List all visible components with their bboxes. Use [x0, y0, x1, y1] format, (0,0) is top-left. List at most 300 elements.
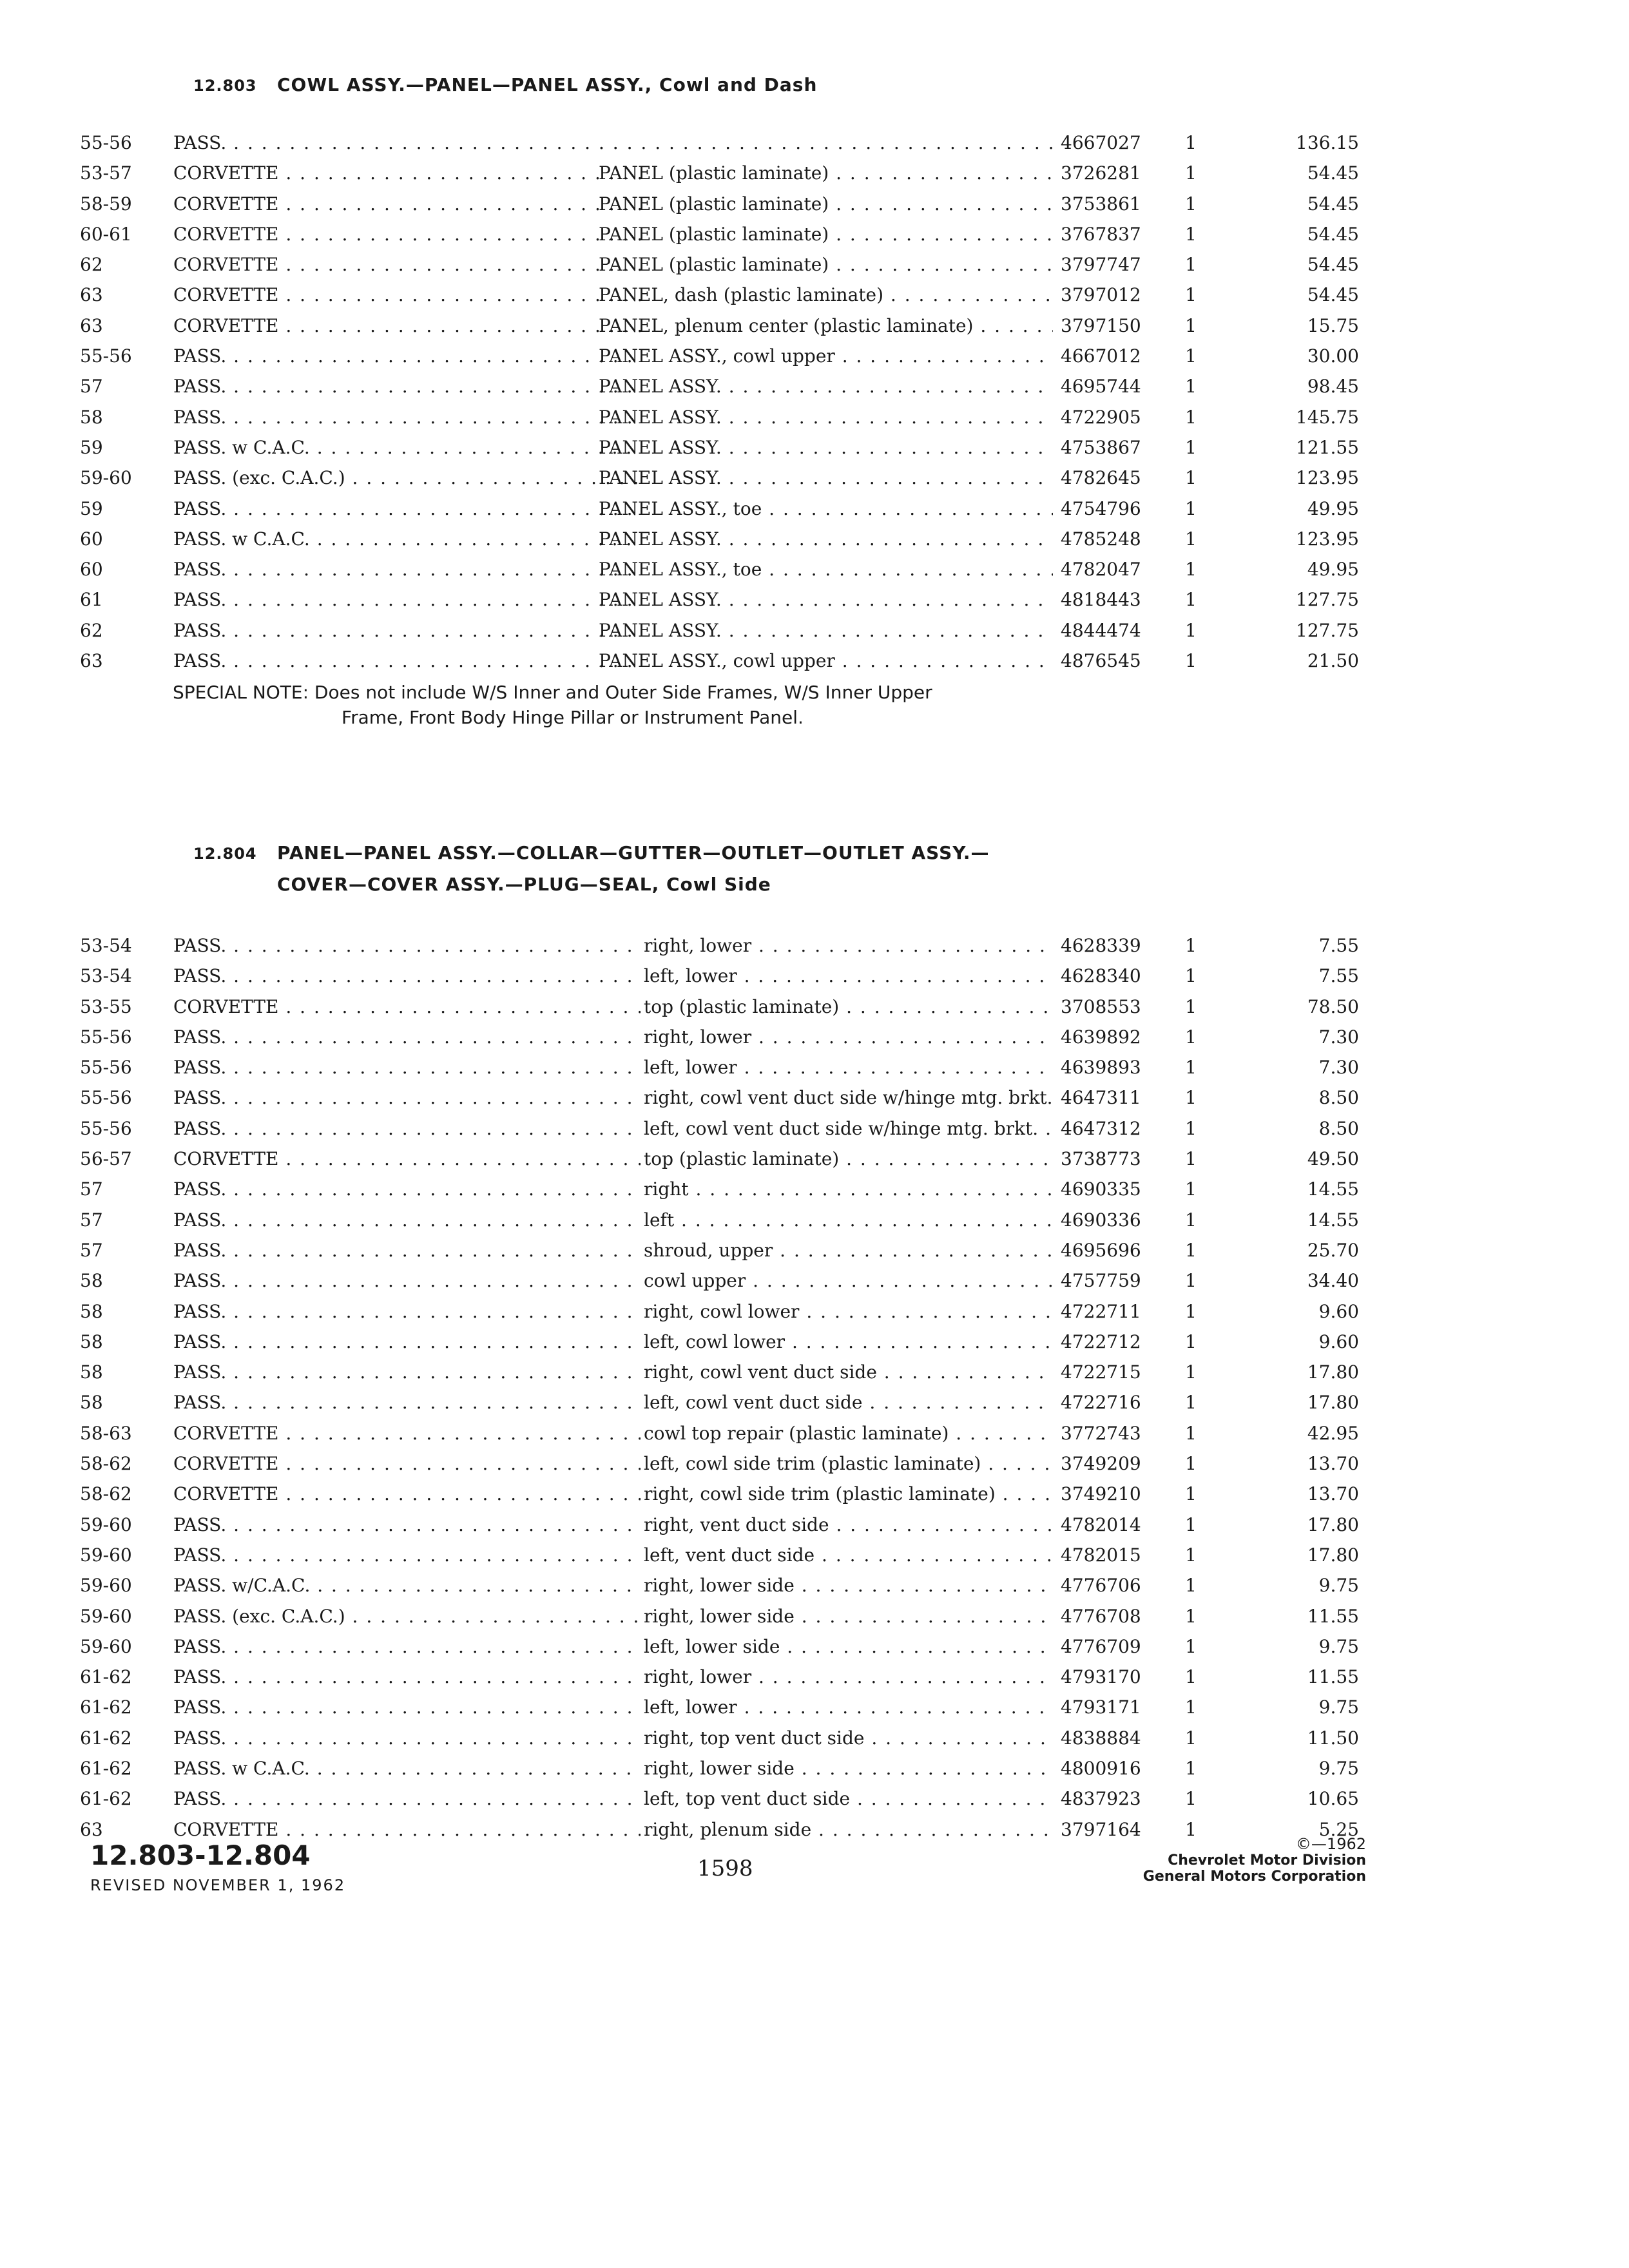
part-number-cell: 4639892: [1061, 1026, 1141, 1048]
part-number-cell: 4695696: [1061, 1239, 1141, 1261]
model-cell: CORVETTE . . .: [173, 311, 641, 341]
part-number-cell: 4722715: [1061, 1361, 1141, 1383]
description-cell: PANEL ASSY., toe . . .: [599, 554, 1053, 584]
description-cell: right, plenum side . . .: [644, 1814, 1053, 1845]
part-number-cell: 4628339: [1061, 935, 1141, 956]
year-cell: 57: [80, 1239, 103, 1261]
table-row: [80, 1418, 1359, 1448]
description-cell: left, top vent duct side . . .: [644, 1783, 1053, 1814]
year-cell: 58-62: [80, 1453, 132, 1475]
corporation-name: General Motors Corporation: [1142, 1869, 1366, 1885]
part-number-cell: 4793171: [1061, 1696, 1141, 1718]
year-cell: 63: [80, 1818, 103, 1840]
part-number-cell: 4782015: [1061, 1544, 1141, 1566]
table-row: [80, 432, 1359, 463]
model-cell: CORVETTE . . .: [173, 219, 641, 249]
quantity-cell: 1: [1185, 1148, 1197, 1170]
part-number-cell: 4667012: [1061, 345, 1141, 367]
part-number-cell: 3772743: [1061, 1422, 1141, 1444]
quantity-cell: 1: [1185, 1818, 1197, 1840]
quantity-cell: 1: [1185, 1483, 1197, 1505]
year-cell: 59-60: [80, 467, 132, 489]
table-row: [80, 219, 1359, 249]
table-row: [80, 554, 1359, 584]
quantity-cell: 1: [1185, 589, 1197, 611]
section-header-12-804: [193, 838, 990, 900]
quantity-cell: 1: [1185, 995, 1197, 1017]
year-cell: 55-56: [80, 132, 132, 153]
table-row: [80, 1113, 1359, 1144]
table-row: [80, 158, 1359, 188]
year-cell: 61-62: [80, 1758, 132, 1780]
description-cell: right, lower . . .: [644, 1662, 1053, 1692]
table-row: [80, 189, 1359, 219]
year-cell: 58: [80, 1270, 103, 1292]
table-row: [80, 1357, 1359, 1387]
table-row: [80, 249, 1359, 280]
price-cell: 123.95: [1296, 467, 1359, 489]
quantity-cell: 1: [1185, 1300, 1197, 1322]
quantity-cell: 1: [1185, 1361, 1197, 1383]
year-cell: 60: [80, 559, 103, 581]
description-cell: PANEL (plastic laminate) . . .: [599, 158, 1053, 188]
table-row: [80, 1723, 1359, 1753]
year-cell: 62: [80, 254, 103, 276]
table-row: [80, 1327, 1359, 1357]
quantity-cell: 1: [1185, 1605, 1197, 1627]
year-cell: 55-56: [80, 1057, 132, 1079]
table-row: [80, 280, 1359, 310]
quantity-cell: 1: [1185, 284, 1197, 306]
part-number-cell: 3797012: [1061, 284, 1141, 306]
quantity-cell: 1: [1185, 1087, 1197, 1109]
price-cell: 9.75: [1318, 1575, 1359, 1597]
description-cell: top (plastic laminate) . . .: [644, 992, 1053, 1022]
price-cell: 13.70: [1307, 1453, 1359, 1475]
quantity-cell: 1: [1185, 1758, 1197, 1780]
model-cell: PASS. . . .: [173, 128, 641, 158]
price-cell: 14.55: [1307, 1209, 1359, 1231]
part-number-cell: 4753867: [1061, 436, 1141, 458]
price-cell: 11.55: [1307, 1605, 1359, 1627]
table-row: [80, 1174, 1359, 1204]
description-cell: left, lower . . .: [644, 961, 1053, 991]
model-cell: PASS. . . .: [173, 1113, 641, 1144]
section-title-line2: COVER—COVER ASSY.—PLUG—SEAL, Cowl Side: [277, 874, 771, 895]
description-cell: PANEL ASSY. . . .: [599, 524, 1053, 554]
quantity-cell: 1: [1185, 559, 1197, 581]
table-row: [80, 1479, 1359, 1509]
year-cell: 58: [80, 1300, 103, 1322]
quantity-cell: 1: [1185, 1331, 1197, 1352]
section-title-line1: PANEL—PANEL ASSY.—COLLAR—GUTTER—OUTLET—OUTLET ASSY.—: [277, 842, 990, 863]
description-cell: PANEL ASSY., cowl upper . . .: [599, 646, 1053, 676]
table-row: [80, 128, 1359, 158]
table-row: [80, 341, 1359, 371]
quantity-cell: 1: [1185, 254, 1197, 276]
table-row: [80, 1205, 1359, 1235]
description-cell: right, lower side . . .: [644, 1753, 1053, 1783]
part-number-cell: 4800916: [1061, 1758, 1141, 1780]
price-cell: 9.60: [1318, 1331, 1359, 1352]
price-cell: 9.75: [1318, 1635, 1359, 1657]
table-row: [80, 1296, 1359, 1327]
table-row: [80, 1144, 1359, 1174]
model-cell: PASS. . . .: [173, 1631, 641, 1662]
model-cell: PASS. . . .: [173, 1082, 641, 1113]
model-cell: CORVETTE . . .: [173, 249, 641, 280]
quantity-cell: 1: [1185, 619, 1197, 641]
price-cell: 7.55: [1318, 935, 1359, 956]
part-number-cell: 3797150: [1061, 314, 1141, 336]
table-row: [80, 1082, 1359, 1113]
model-cell: PASS. . . .: [173, 1205, 641, 1235]
year-cell: 53-55: [80, 995, 132, 1017]
price-cell: 8.50: [1318, 1117, 1359, 1139]
price-cell: 49.50: [1307, 1148, 1359, 1170]
footer-revised-date: REVISED NOVEMBER 1, 1962: [90, 1876, 346, 1894]
description-cell: right . . .: [644, 1174, 1053, 1204]
quantity-cell: 1: [1185, 1026, 1197, 1048]
part-number-cell: 3738773: [1061, 1148, 1141, 1170]
part-number-cell: 4837923: [1061, 1788, 1141, 1810]
price-cell: 11.55: [1307, 1666, 1359, 1688]
description-cell: right, lower side . . .: [644, 1570, 1053, 1600]
price-cell: 17.80: [1307, 1392, 1359, 1414]
price-cell: 9.75: [1318, 1696, 1359, 1718]
description-cell: PANEL ASSY. . . .: [599, 402, 1053, 432]
description-cell: PANEL (plastic laminate) . . .: [599, 189, 1053, 219]
year-cell: 59-60: [80, 1605, 132, 1627]
part-number-cell: 3767837: [1061, 223, 1141, 245]
description-cell: PANEL (plastic laminate) . . .: [599, 249, 1053, 280]
price-cell: 15.75: [1307, 314, 1359, 336]
quantity-cell: 1: [1185, 1514, 1197, 1535]
price-cell: 17.80: [1307, 1361, 1359, 1383]
section-header-12-803: [193, 70, 817, 101]
model-cell: PASS. . . .: [173, 341, 641, 371]
description-cell: right, cowl vent duct side . . .: [644, 1357, 1053, 1387]
description-cell: top (plastic laminate) . . .: [644, 1144, 1053, 1174]
year-cell: 58-63: [80, 1422, 132, 1444]
special-note: [173, 680, 932, 730]
quantity-cell: 1: [1185, 345, 1197, 367]
description-cell: right, vent duct side . . .: [644, 1510, 1053, 1540]
price-cell: 136.15: [1296, 132, 1359, 153]
model-cell: PASS. w C.A.C. . . .: [173, 432, 641, 463]
table-row: [80, 930, 1359, 961]
part-number-cell: 3749210: [1061, 1483, 1141, 1505]
price-cell: 25.70: [1307, 1239, 1359, 1261]
description-cell: PANEL ASSY. . . .: [599, 463, 1053, 493]
part-number-cell: 4782014: [1061, 1514, 1141, 1535]
price-cell: 7.55: [1318, 965, 1359, 987]
description-cell: left, cowl vent duct side . . .: [644, 1387, 1053, 1418]
model-cell: PASS. w C.A.C. . . .: [173, 524, 641, 554]
description-cell: shroud, upper . . .: [644, 1235, 1053, 1265]
model-cell: PASS. (exc. C.A.C.) . . .: [173, 463, 641, 493]
model-cell: PASS. . . .: [173, 1783, 641, 1814]
part-number-cell: 4757759: [1061, 1270, 1141, 1292]
description-cell: right, cowl vent duct side w/hinge mtg. brkt. . . .: [644, 1082, 1053, 1113]
year-cell: 59-60: [80, 1635, 132, 1657]
year-cell: 57: [80, 1209, 103, 1231]
part-number-cell: 4776709: [1061, 1635, 1141, 1657]
table-row: [80, 1387, 1359, 1418]
table-row: [80, 961, 1359, 991]
year-cell: 61-62: [80, 1727, 132, 1749]
price-cell: 30.00: [1307, 345, 1359, 367]
footer-publisher: [1070, 1836, 1366, 1885]
year-cell: 55-56: [80, 1026, 132, 1048]
part-number-cell: 4690336: [1061, 1209, 1141, 1231]
price-cell: 145.75: [1296, 406, 1359, 428]
description-cell: right, lower . . .: [644, 1022, 1053, 1052]
quantity-cell: 1: [1185, 1727, 1197, 1749]
price-cell: 7.30: [1318, 1026, 1359, 1048]
description-cell: left, lower . . .: [644, 1052, 1053, 1082]
model-cell: PASS. . . .: [173, 646, 641, 676]
part-number-cell: 3726281: [1061, 162, 1141, 184]
year-cell: 60-61: [80, 223, 132, 245]
quantity-cell: 1: [1185, 314, 1197, 336]
part-number-cell: 4838884: [1061, 1727, 1141, 1749]
description-cell: right, top vent duct side . . .: [644, 1723, 1053, 1753]
special-note-line2: Frame, Front Body Hinge Pillar or Instrument Panel.: [342, 707, 804, 728]
quantity-cell: 1: [1185, 162, 1197, 184]
division-name: Chevrolet Motor Division: [1168, 1852, 1366, 1869]
table-row: [80, 311, 1359, 341]
model-cell: PASS. . . .: [173, 1327, 641, 1357]
price-cell: 21.50: [1307, 650, 1359, 672]
model-cell: PASS. . . .: [173, 615, 641, 646]
quantity-cell: 1: [1185, 965, 1197, 987]
table-row: [80, 1235, 1359, 1265]
description-cell: [599, 128, 1053, 158]
price-cell: 54.45: [1307, 254, 1359, 276]
footer-section-range: 12.803-12.804: [90, 1840, 311, 1871]
model-cell: CORVETTE . . .: [173, 1479, 641, 1509]
table-row: [80, 1448, 1359, 1479]
model-cell: CORVETTE . . .: [173, 1144, 641, 1174]
part-number-cell: 4722712: [1061, 1331, 1141, 1352]
table-row: [80, 463, 1359, 493]
table-row: [80, 1540, 1359, 1570]
year-cell: 60: [80, 528, 103, 550]
year-cell: 53-54: [80, 965, 132, 987]
year-cell: 55-56: [80, 345, 132, 367]
part-number-cell: 4722711: [1061, 1300, 1141, 1322]
table-row: [80, 992, 1359, 1022]
part-number-cell: 4647311: [1061, 1087, 1141, 1109]
year-cell: 58: [80, 1331, 103, 1352]
price-cell: 49.95: [1307, 497, 1359, 519]
description-cell: PANEL, plenum center (plastic laminate) . . .: [599, 311, 1053, 341]
table-row: [80, 1052, 1359, 1082]
quantity-cell: 1: [1185, 1575, 1197, 1597]
model-cell: PASS. . . .: [173, 1510, 641, 1540]
part-number-cell: 4818443: [1061, 589, 1141, 611]
model-cell: PASS. . . .: [173, 371, 641, 401]
description-cell: left, cowl vent duct side w/hinge mtg. brkt. . . .: [644, 1113, 1053, 1144]
model-cell: PASS. . . .: [173, 961, 641, 991]
model-cell: PASS. (exc. C.A.C.) . . .: [173, 1601, 641, 1631]
price-cell: 121.55: [1296, 436, 1359, 458]
quantity-cell: 1: [1185, 935, 1197, 956]
model-cell: PASS. . . .: [173, 1235, 641, 1265]
part-number-cell: 4782047: [1061, 559, 1141, 581]
price-cell: 8.50: [1318, 1087, 1359, 1109]
part-number-cell: 4776706: [1061, 1575, 1141, 1597]
year-cell: 55-56: [80, 1117, 132, 1139]
part-number-cell: 4782645: [1061, 467, 1141, 489]
quantity-cell: 1: [1185, 1696, 1197, 1718]
part-number-cell: 3797747: [1061, 254, 1141, 276]
price-cell: 9.60: [1318, 1300, 1359, 1322]
price-cell: 34.40: [1307, 1270, 1359, 1292]
part-number-cell: 4844474: [1061, 619, 1141, 641]
year-cell: 58-62: [80, 1483, 132, 1505]
table-row: [80, 1510, 1359, 1540]
price-cell: 14.55: [1307, 1178, 1359, 1200]
price-cell: 5.25: [1318, 1818, 1359, 1840]
year-cell: 62: [80, 619, 103, 641]
price-cell: 13.70: [1307, 1483, 1359, 1505]
quantity-cell: 1: [1185, 1788, 1197, 1810]
model-cell: PASS. . . .: [173, 1692, 641, 1722]
model-cell: PASS. w C.A.C. . . .: [173, 1753, 641, 1783]
section-title: COWL ASSY.—PANEL—PANEL ASSY., Cowl and Dash: [277, 74, 818, 95]
year-cell: 57: [80, 376, 103, 398]
quantity-cell: 1: [1185, 1117, 1197, 1139]
year-cell: 61-62: [80, 1696, 132, 1718]
table-row: [80, 1783, 1359, 1814]
quantity-cell: 1: [1185, 1635, 1197, 1657]
price-cell: 78.50: [1307, 995, 1359, 1017]
description-cell: PANEL (plastic laminate) . . .: [599, 219, 1053, 249]
year-cell: 63: [80, 314, 103, 336]
description-cell: right, cowl side trim (plastic laminate) . . .: [644, 1479, 1053, 1509]
description-cell: PANEL ASSY. . . .: [599, 371, 1053, 401]
year-cell: 58: [80, 1361, 103, 1383]
quantity-cell: 1: [1185, 223, 1197, 245]
model-cell: PASS. . . .: [173, 1296, 641, 1327]
quantity-cell: 1: [1185, 1270, 1197, 1292]
part-number-cell: 3749209: [1061, 1453, 1141, 1475]
part-number-cell: 4628340: [1061, 965, 1141, 987]
table-row: [80, 1022, 1359, 1052]
quantity-cell: 1: [1185, 650, 1197, 672]
model-cell: PASS. . . .: [173, 1052, 641, 1082]
table-row: [80, 1570, 1359, 1600]
year-cell: 56-57: [80, 1148, 132, 1170]
table-row: [80, 584, 1359, 615]
part-number-cell: 4690335: [1061, 1178, 1141, 1200]
quantity-cell: 1: [1185, 1392, 1197, 1414]
description-cell: PANEL ASSY. . . .: [599, 432, 1053, 463]
model-cell: CORVETTE . . .: [173, 158, 641, 188]
year-cell: 59-60: [80, 1575, 132, 1597]
model-cell: PASS. w/C.A.C. . . .: [173, 1570, 641, 1600]
table-row: [80, 494, 1359, 524]
model-cell: PASS. . . .: [173, 1662, 641, 1692]
special-note-line1: SPECIAL NOTE: Does not include W/S Inner and Outer Side Frames, W/S Inner Upper: [173, 682, 932, 703]
quantity-cell: 1: [1185, 1209, 1197, 1231]
price-cell: 54.45: [1307, 193, 1359, 215]
description-cell: left, cowl lower . . .: [644, 1327, 1053, 1357]
part-number-cell: 4776708: [1061, 1605, 1141, 1627]
year-cell: 61-62: [80, 1788, 132, 1810]
year-cell: 55-56: [80, 1087, 132, 1109]
model-cell: PASS. . . .: [173, 1387, 641, 1418]
part-number-cell: 4876545: [1061, 650, 1141, 672]
year-cell: 58: [80, 1392, 103, 1414]
quantity-cell: 1: [1185, 467, 1197, 489]
model-cell: CORVETTE . . .: [173, 1418, 641, 1448]
description-cell: cowl top repair (plastic laminate) . . .: [644, 1418, 1053, 1448]
table-row: [80, 1631, 1359, 1662]
model-cell: PASS. . . .: [173, 930, 641, 961]
part-number-cell: 3753861: [1061, 193, 1141, 215]
part-number-cell: 3708553: [1061, 995, 1141, 1017]
part-number-cell: 4785248: [1061, 528, 1141, 550]
description-cell: PANEL, dash (plastic laminate) . . .: [599, 280, 1053, 310]
part-number-cell: 4793170: [1061, 1666, 1141, 1688]
quantity-cell: 1: [1185, 1544, 1197, 1566]
model-cell: PASS. . . .: [173, 402, 641, 432]
price-cell: 9.75: [1318, 1758, 1359, 1780]
table-row: [80, 371, 1359, 401]
price-cell: 54.45: [1307, 284, 1359, 306]
year-cell: 53-54: [80, 935, 132, 956]
price-cell: 123.95: [1296, 528, 1359, 550]
table-row: [80, 1265, 1359, 1296]
year-cell: 59: [80, 436, 103, 458]
year-cell: 59-60: [80, 1544, 132, 1566]
description-cell: left, lower side . . .: [644, 1631, 1053, 1662]
part-number-cell: 4722905: [1061, 406, 1141, 428]
quantity-cell: 1: [1185, 1666, 1197, 1688]
model-cell: CORVETTE . . .: [173, 1448, 641, 1479]
model-cell: PASS. . . .: [173, 1022, 641, 1052]
section-number: 12.804: [193, 845, 257, 863]
table-row: [80, 524, 1359, 554]
year-cell: 59: [80, 497, 103, 519]
description-cell: left, vent duct side . . .: [644, 1540, 1053, 1570]
price-cell: 54.45: [1307, 223, 1359, 245]
part-number-cell: 4695744: [1061, 376, 1141, 398]
quantity-cell: 1: [1185, 376, 1197, 398]
quantity-cell: 1: [1185, 436, 1197, 458]
quantity-cell: 1: [1185, 1057, 1197, 1079]
model-cell: PASS. . . .: [173, 1265, 641, 1296]
quantity-cell: 1: [1185, 528, 1197, 550]
table-row: [80, 1753, 1359, 1783]
table-row: [80, 615, 1359, 646]
description-cell: left, lower . . .: [644, 1692, 1053, 1722]
description-cell: PANEL ASSY., cowl upper . . .: [599, 341, 1053, 371]
model-cell: CORVETTE . . .: [173, 189, 641, 219]
model-cell: PASS. . . .: [173, 1540, 641, 1570]
description-cell: right, lower . . .: [644, 930, 1053, 961]
description-cell: PANEL ASSY., toe . . .: [599, 494, 1053, 524]
part-number-cell: 4667027: [1061, 132, 1141, 153]
year-cell: 61: [80, 589, 103, 611]
year-cell: 58-59: [80, 193, 132, 215]
quantity-cell: 1: [1185, 1178, 1197, 1200]
description-cell: left, cowl side trim (plastic laminate) . . .: [644, 1448, 1053, 1479]
year-cell: 57: [80, 1178, 103, 1200]
